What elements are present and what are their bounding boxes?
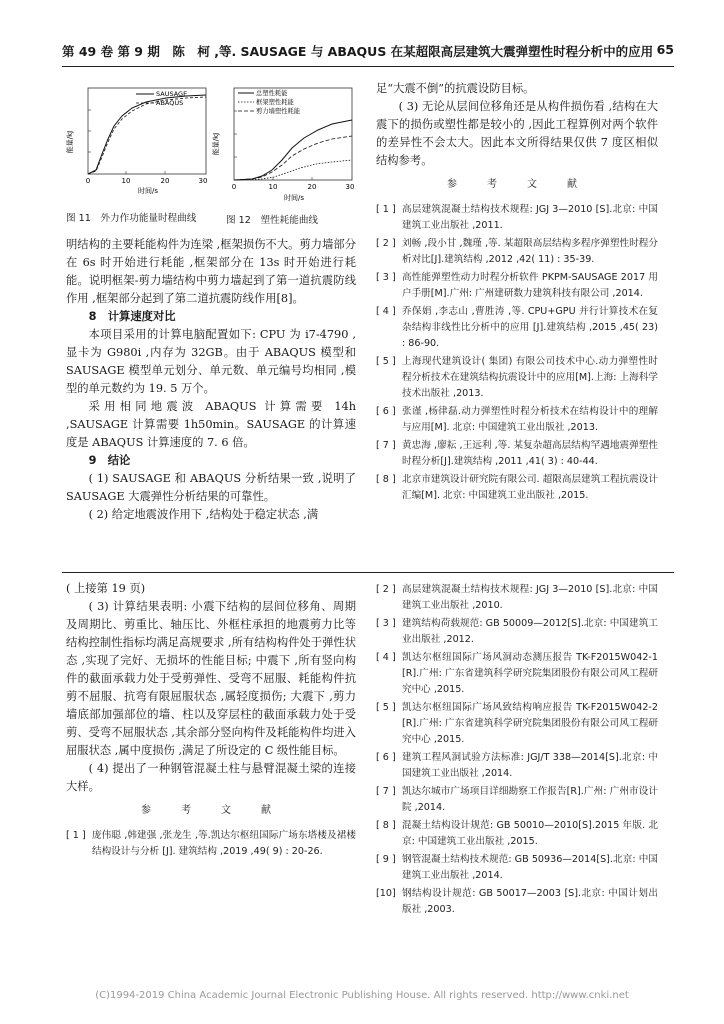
references-list [66,828,356,860]
fig12-series-total [234,120,352,180]
figure-11-plot [66,84,216,196]
fig12-legend-2: 框架塑性耗能 [256,99,294,106]
right-top-column [376,80,658,506]
reference-number: [ 5 ] [376,356,396,367]
paragraph: 明结构的主要耗能构件为连梁 ,框架损伤不大。剪力墙部分在 6s 时开始进行耗能 ,框架部分在 13s 时开始进行耗能。说明框架-剪力墙结构中剪力墙起到了第一道抗震防线作用 ,框架部分起到了第二道抗震防线作用[8]。 [66,238,356,305]
fig12-xlabel: 时间/s [283,194,305,202]
reference-number: [ 7 ] [376,786,396,797]
reference-text: 高层建筑混凝土结构技术规程: JGJ 3—2010 [S].北京: 中国建筑工业出版社 ,2010. [402,584,658,611]
right-bottom-column [376,582,658,920]
paragraph: ( 2) 给定地震波作用下 ,结构处于稳定状态 ,满 [88,508,319,521]
reference-text: 上海现代建筑设计( 集团) 有限公司技术中心.动力弹塑性时程分析技术在建筑结构抗震设计中的应用[M].上海: 上海科学技术出版社 ,2013. [402,356,658,399]
reference-text: 刘畅 ,段小甘 ,魏瑾 ,等. 某超限高层结构多程序弹塑性时程分析对比[J].建筑结构 ,2012 ,42( 11) : 35-39. [402,238,658,265]
reference-item [376,750,658,782]
reference-item [376,304,658,352]
paragraph: ( 4) 提出了一种钢管混凝土柱与悬臂混凝土梁的连接大样。 [66,762,356,793]
fig12-xtick-1: 10 [268,183,278,191]
fig11-series-abaqus [88,97,206,174]
references-list [376,202,658,504]
reference-number: [ 1 ] [66,830,86,841]
references-title: 参 考 文 献 [141,805,281,816]
reference-number: [10] [376,888,396,899]
header-title: 第 49 卷 第 9 期 陈 柯 ,等. SAUSAGE 与 ABAQUS 在某超限高层建筑大震弹塑性时程分析中的应用 [62,44,654,59]
reference-item [376,404,658,436]
reference-text: 黄忠海 ,廖耘 ,王远利 ,等. 某复杂超高层结构罕遇地震弹塑性时程分析[J].建筑结构 ,2011 ,41( 3) : 40-44. [402,440,658,467]
reference-item [376,472,658,504]
references-title: 参 考 文 献 [447,179,587,190]
fig11-legend-1: SAUSAGE [156,90,188,98]
reference-number: [ 9 ] [376,854,396,865]
fig11-xtick-0: 0 [85,177,91,185]
header-rule [62,66,674,67]
fig12-series-wall [234,136,352,180]
reference-item [376,700,658,748]
reference-text: 高性能弹塑性动力时程分析软件 PKPM-SAUSAGE 2017 用户手册[M].广州: 广州建研数力建筑科技有限公司 ,2014. [402,272,658,299]
paragraph: 本项目采用的计算电脑配置如下: CPU 为 i7-4790 ,显卡为 G980i ,内存为 32GB。由于 ABAQUS 模型和 SAUSAGE 模型单元划分、单元数、单元编号均相同 ,模型的单元数约为 19. 5 万个。 [66,328,356,395]
references-list [376,582,658,918]
section-divider [62,572,674,573]
reference-item [376,438,658,470]
reference-text: 凯达尔枢纽国际广场风致结构响应报告 TK-F2015W042-2 [R].广州: 广东省建筑科学研究院集团股份有限公司风工程研究中心 ,2015. [402,702,658,745]
reference-number: [ 5 ] [376,702,396,713]
paragraph: ( 3) 计算结果表明: 小震下结构的层间位移角、周期及周期比、剪重比、轴压比、外框柱承担的地震剪力比等结构控制性指标均满足高规要求 ,所有结构构件处于弹性状态 ,实现了完好、无损坏的性能目标; 中震下 ,所有竖向构件的截面承载力处于受剪弹性、受弯不屈服、耗能构件抗剪不屈服、抗弯有限屈服状态 ,属轻度损伤; 大震下 ,剪力墙底部加强部位的墙、柱以及穿层柱的截面承载力处于受剪、受弯不屈服状态 ,其余部分竖向构件及耗能构件均进入屈服状态 ,属中度损伤 ,满足了所设定的 C 级性能目标。 [66,600,356,757]
reference-item [376,582,658,614]
reference-number: [ 6 ] [376,752,396,763]
fig12-ylabel: 能量/kJ [212,132,220,156]
reference-item [376,270,658,302]
reference-text: 钢结构设计规范: GB 50017—2003 [S].北京: 中国计划出版社 ,2003. [402,888,658,915]
fig11-xtick-3: 30 [198,177,208,185]
copyright-footer: (C)1994-2019 China Academic Journal Electronic Publishing House. All rights reserved. http://www.cnki.net [95,990,629,1001]
reference-item [376,886,658,918]
fig12-series-frame [234,160,352,180]
fig12-xtick-3: 30 [345,183,355,191]
reference-item [376,202,658,234]
reference-text: 建筑工程风洞试验方法标准: JGJ/T 338—2014[S].北京: 中国建筑工业出版社 ,2014. [402,752,658,779]
reference-number: [ 1 ] [376,204,396,215]
paragraph: 采用相同地震波 ABAQUS 计算需要 14h ,SAUSAGE 计算需要 1h50min。SAUSAGE 的计算速度是 ABAQUS 计算速度的 7. 6 倍。 [66,400,356,449]
reference-item [376,354,658,402]
reference-number: [ 7 ] [376,440,396,451]
reference-text: 高层建筑混凝土结构技术规程: JGJ 3—2010 [S].北京: 中国建筑工业出版社 ,2011. [402,204,658,231]
fig11-frame [88,88,206,174]
reference-item [376,818,658,850]
left-bottom-column [66,580,356,862]
reference-text: 北京市建筑设计研究院有限公司. 超限高层建筑工程抗震设计汇编[M]. 北京: 中国建筑工业出版社 ,2015. [402,474,658,501]
paragraph: ( 3) 无论从层间位移角还是从构件损伤看 ,结构在大震下的损伤或塑性都是较小的 ,因此工程算例对两个软件的差异性不会太大。因此本文所得结果仅供 7 度区相似结构参考。 [376,100,658,167]
reference-item [376,236,658,268]
reference-number: [ 3 ] [376,272,396,283]
reference-text: 建筑结构荷载规范: GB 50009—2012[S].北京: 中国建筑工业出版社 ,2012. [402,618,658,645]
reference-item [376,650,658,698]
running-header [62,42,674,64]
reference-number: [ 6 ] [376,406,396,417]
reference-number: [ 4 ] [376,306,396,317]
fig12-xtick-2: 20 [307,183,317,191]
section-heading-8: 8 计算速度对比 [88,310,176,323]
figure-12-plot [212,84,362,204]
reference-text: 乔保娟 ,李志山 ,曹胜涛 ,等. CPU+GPU 并行计算技术在复杂结构非线性比分析中的应用 [J].建筑结构 ,2015 ,45( 23) : 86-90. [402,306,658,349]
reference-text: 凯达尔城市广场项目详细勘察工作报告[R].广州: 广州市设计院 ,2014. [402,786,658,813]
fig12-legend-3: 剪力墙塑性耗能 [256,108,301,115]
fig11-series-sausage [88,95,206,174]
fig12-caption: 图 12 塑性耗能曲线 [226,215,319,226]
reference-number: [ 8 ] [376,820,396,831]
section-heading-9: 9 结论 [88,454,131,467]
reference-text: 钢管混凝土结构技术规范: GB 50936—2014[S].北京: 中国建筑工业出版社 ,2014. [402,854,658,881]
reference-text: 庞伟聪 ,韩建强 ,张龙生 ,等.凯达尔枢纽国际广场东塔楼及裙楼结构设计与分析 [J]. 建筑结构 ,2019 ,49( 9) : 20-26. [92,830,356,857]
fig11-xtick-1: 10 [121,177,131,185]
fig11-xlabel: 时间/s [137,187,159,195]
fig12-legend-1: 总塑性耗能 [256,90,288,97]
continued-note: ( 上接第 19 页) [66,582,146,595]
fig11-legend-2: ABAQUS [156,99,184,107]
reference-item [66,828,356,860]
reference-number: [ 4 ] [376,652,396,663]
reference-text: 凯达尔枢纽国际广场风洞动态测压报告 TK-F2015W042-1 [R].广州: 广东省建筑科学研究院集团股份有限公司风工程研究中心 ,2015. [402,652,658,695]
left-top-column [66,236,356,524]
fig12-xtick-0: 0 [231,183,237,191]
reference-number: [ 2 ] [376,238,396,249]
fig11-ylabel: 能量/kJ [66,130,74,154]
fig11-xtick-2: 20 [160,177,170,185]
page-number: 65 [656,42,674,57]
reference-item [376,784,658,816]
paragraph: ( 1) SAUSAGE 和 ABAQUS 分析结果一致 ,说明了 SAUSAGE 大震弹性分析结果的可靠性。 [66,472,356,503]
reference-text: 混凝土结构设计规范: GB 50010—2010[S].2015 年版. 北京: 中国建筑工业出版社 ,2015. [402,820,658,847]
reference-text: 张谨 ,杨律磊.动力弹塑性时程分析技术在结构设计中的理解与应用[M]. 北京: 中国建筑工业出版社 ,2013. [402,406,658,433]
reference-number: [ 3 ] [376,618,396,629]
reference-number: [ 8 ] [376,474,396,485]
fig11-caption: 图 11 外力作功能量时程曲线 [66,213,197,224]
paragraph: 足“大震不倒”的抗震设防目标。 [376,82,535,95]
reference-number: [ 2 ] [376,584,396,595]
reference-item [376,852,658,884]
reference-item [376,616,658,648]
